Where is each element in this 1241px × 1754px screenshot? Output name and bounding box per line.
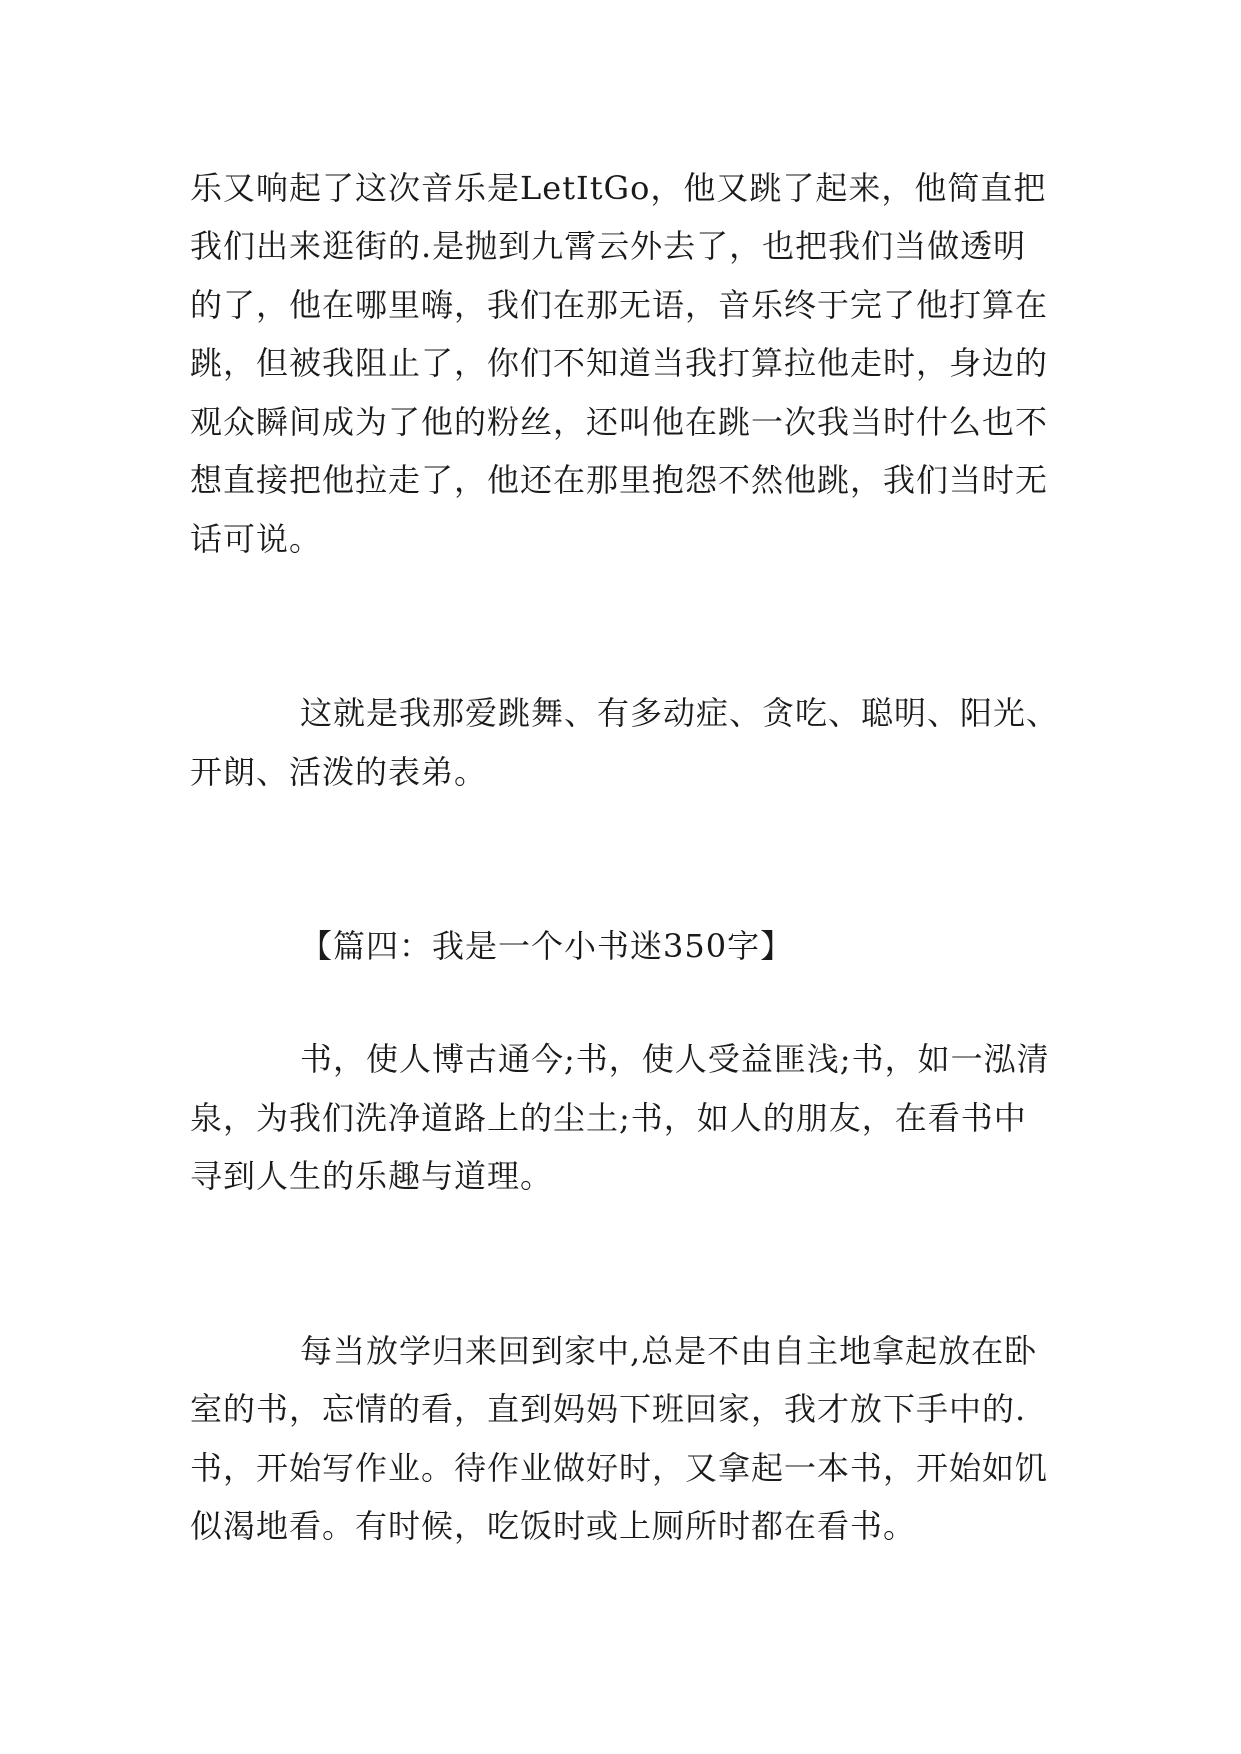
paragraph-1-line-1: 乐又响起了这次音乐是LetItGo，他又跳了起来，他简直把 — [190, 169, 1047, 207]
paragraph-1-line-4: 跳，但被我阻止了，你们不知道当我打算拉他走时，身边的 — [190, 344, 1049, 382]
paragraph-4-line-3: 书，开始写作业。待作业做好时，又拿起一本书，开始如饥 — [190, 1449, 1049, 1487]
paragraph-4-line-1: 每当放学归来回到家中,总是不由自主地拿起放在卧 — [300, 1332, 1038, 1370]
section-heading: 【篇四：我是一个小书迷350字】 — [300, 927, 794, 965]
paragraph-3-line-3: 寻到人生的乐趣与道理。 — [190, 1157, 554, 1195]
paragraph-3-line-1: 书，使人博古通今;书，使人受益匪浅;书，如一泓清 — [300, 1040, 1050, 1078]
paragraph-2-line-2: 开朗、活泼的表弟。 — [190, 753, 488, 791]
paragraph-1-line-5: 观众瞬间成为了他的粉丝，还叫他在跳一次我当时什么也不 — [190, 403, 1049, 441]
paragraph-4-line-2: 室的书，忘情的看，直到妈妈下班回家，我才放下手中的. — [190, 1390, 1027, 1428]
paragraph-1-line-6: 想直接把他拉走了，他还在那里抱怨不然他跳，我们当时无 — [190, 461, 1049, 499]
paragraph-1-line-7: 话可说。 — [190, 520, 323, 558]
paragraph-2-line-1: 这就是我那爱跳舞、有多动症、贪吃、聪明、阳光、 — [300, 694, 1060, 732]
paragraph-1-line-3: 的了，他在哪里嗨，我们在那无语，音乐终于完了他打算在 — [190, 286, 1049, 324]
paragraph-3-line-2: 泉，为我们洗净道路上的尘土;书，如人的朋友，在看书中 — [190, 1099, 1027, 1137]
paragraph-4-line-4: 似渴地看。有时候，吃饭时或上厕所时都在看书。 — [190, 1507, 917, 1545]
paragraph-1-line-2: 我们出来逛街的.是抛到九霄云外去了，也把我们当做透明 — [190, 227, 1027, 265]
